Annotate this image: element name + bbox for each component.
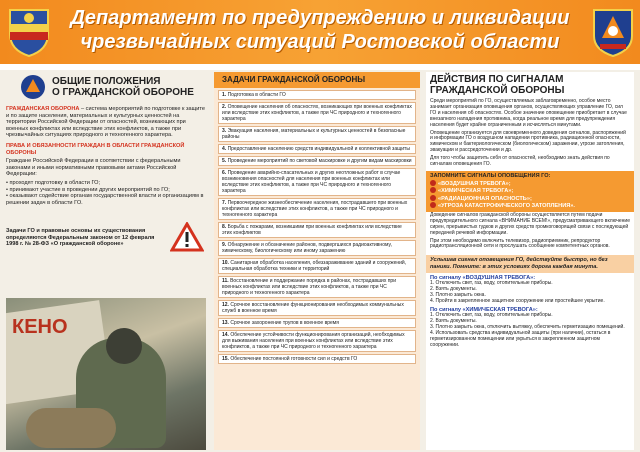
signals-title-line-1: ДЕЙСТВИЯ ПО СИГНАЛАМ	[430, 74, 564, 85]
task-item	[218, 102, 416, 124]
rights-title: ПРАВА И ОБЯЗАННОСТИ ГРАЖДАН В ОБЛАСТИ ГРАЖДАНСКОЙ ОБОРОНЫ	[6, 142, 185, 156]
task-number: 2.	[222, 104, 227, 110]
remember-signals-title: ЗАПОМНИТЕ СИГНАЛЫ ОПОВЕЩЕНИЯ ГО:	[430, 172, 551, 179]
chemical-alarm-step: 3. Плотно закрыть окна, отключить вытяжку, обеспечить герметизацию помещений.	[430, 324, 625, 331]
air-raid-block	[426, 275, 634, 305]
tasks-title: ЗАДАЧИ ГРАЖДАНСКОЙ ОБОРОНЫ	[214, 72, 420, 88]
task-item	[218, 198, 416, 220]
casualty-figure	[26, 408, 116, 448]
task-number: 13.	[222, 320, 229, 326]
task-number: 1.	[222, 92, 227, 98]
task-item	[218, 240, 416, 256]
alarm-signal-item	[430, 202, 630, 210]
civil-defense-logo-icon	[20, 74, 46, 100]
photo-sign-text: КЕНО	[12, 316, 68, 338]
radiation-icon	[430, 195, 436, 201]
task-text: Обеспечение постоянной готовности сил и средств ГО	[230, 356, 358, 362]
task-list	[214, 90, 420, 364]
siren-icon	[430, 180, 436, 186]
task-item	[218, 222, 416, 238]
task-text: Первоочередное жизнеобеспечение населения, пострадавшего при военных конфликтах или вследствие этих конфликтов, а также при ЧС природного и техногенного характера	[222, 200, 408, 218]
rights-item: • принимают участие в проведении других мероприятий по ГО;	[6, 186, 170, 193]
task-number: 5.	[222, 158, 227, 164]
signals-intro-p1: Среди мероприятий по ГО, осуществляемых заблаговременно, особое место занимает организация оповещения органов, осуществляющих управление ГО, сил ГО и населения об опасностях. Особое значение оповещение приобретает в случае внезапного нападения противника, когда реальное время для предупреждения населения будет крайне ограниченным и исчисляться минутами.	[430, 98, 627, 128]
task-text: Восстановление и поддержание порядка в районах, пострадавших при военных конфликтах или вследствие этих конфликтов, а также при ЧС природного и техногенного характера	[222, 278, 396, 296]
air-raid-step: 1. Отключить свет, газ, воду, отопительные приборы.	[430, 280, 553, 287]
flood-icon	[430, 202, 436, 208]
task-item	[218, 354, 416, 364]
title-line-1: Департамент по предупреждению и ликвидации	[70, 7, 570, 29]
alarm-signal-item	[430, 180, 630, 188]
general-section-title	[52, 76, 194, 98]
task-number: 6.	[222, 170, 227, 176]
task-text: Предоставление населению средств индивидуальной и коллективной защиты	[227, 146, 410, 152]
hazmat-rescue-photo	[6, 298, 206, 450]
task-number: 3.	[222, 128, 227, 134]
signals-title-line-2: ГРАЖДАНСКОЙ ОБОРОНЫ	[430, 85, 565, 96]
task-number: 7.	[222, 200, 227, 206]
task-number: 8.	[222, 224, 227, 230]
law-reference: Задачи ГО и правовые основы их существования определяются Федеральным законом от 12 февраля 1998 г. № 28-ФЗ «О гражданской обороне»	[6, 228, 155, 248]
alarm-signal-item	[430, 195, 630, 203]
task-number: 10.	[222, 260, 229, 266]
rights-intro: Граждане Российской Федерации в соответствии с федеральными законами и иными нормативными правовыми актами Российской Федерации:	[6, 158, 181, 178]
definition-text: – система мероприятий по подготовке к защите и по защите населения, материальных и культурных ценностей на территории Российской Федерации от опасностей, возникающих при военных конфликтах или вследствие этих конфликтов, а также при чрезвычайных ситуациях природного и техногенного характера.	[6, 106, 206, 139]
general-title-line-1: ОБЩИЕ ПОЛОЖЕНИЯ	[52, 76, 161, 87]
task-text: Эвакуация населения, материальных и культурных ценностей в безопасные районы	[222, 128, 406, 140]
task-item	[218, 144, 416, 154]
task-text: Оповещение населения об опасностях, возникающих при военных конфликтах или вследствие этих конфликтов, а также при ЧС природного и техногенного характера	[222, 104, 412, 122]
task-item	[218, 318, 416, 328]
air-raid-title: По сигналу «ВОЗДУШНАЯ ТРЕВОГА»:	[430, 274, 536, 281]
task-item	[218, 300, 416, 316]
signals-section-title	[426, 72, 634, 98]
alarm-signal-item	[430, 187, 630, 195]
task-item	[218, 168, 416, 196]
chemical-alarm-step: 4. Использовать средства индивидуальной защиты (при наличии), остаться в герметизированном помещении или укрыться в закрепленном защитном сооружении.	[430, 330, 611, 348]
rostov-coat-of-arms-icon	[6, 6, 52, 58]
air-raid-step: 3. Плотно закрыть окна.	[430, 291, 486, 298]
task-text: Подготовка в области ГО	[227, 92, 286, 98]
general-title-line-2: О ГРАЖДАНСКОЙ ОБОРОНЕ	[52, 87, 194, 98]
air-raid-step: 4. Пройти в закрепленное защитное сооружение или простейшее укрытие.	[430, 297, 605, 304]
warning-triangle-icon	[170, 222, 204, 252]
gas-mask	[106, 328, 142, 364]
task-number: 12.	[222, 302, 229, 308]
task-item	[218, 276, 416, 298]
task-item	[218, 330, 416, 352]
task-item	[218, 126, 416, 142]
task-number: 14.	[222, 332, 229, 338]
title-line-2: чрезвычайных ситуаций Ростовской области	[80, 31, 560, 53]
rights-item: • оказывают содействие органам государственной власти и организациям в решении задач в области ГО.	[6, 193, 204, 206]
signals-intro-p3: Для того чтобы защитить себя от опасностей, необходимо знать действия по сигналам оповещения ГО.	[430, 155, 610, 168]
task-text: Санитарная обработка населения, обеззараживание зданий и сооружений, специальная обработка техники и территорий	[222, 260, 407, 272]
attention-text-2: При этом необходимо включить телевизор, радиоприемник, репродуктор радиотрансляционной сети и прослушать сообщение компетентных органов.	[430, 237, 610, 250]
general-text-block	[6, 106, 206, 206]
task-number: 9.	[222, 242, 227, 248]
task-text: Обнаружение и обозначение районов, подвергшихся радиоактивному, химическому, биологическому или иному заражению	[222, 242, 392, 254]
chemical-alarm-step: 1. Отключить свет, газ, воду, отопительные приборы.	[430, 312, 553, 319]
page-title	[70, 6, 570, 54]
task-text: Проведение мероприятий по световой маскировке и другим видам маскировки	[227, 158, 412, 164]
task-item	[218, 156, 416, 166]
alarm-signal-label: «ВОЗДУШНАЯ ТРЕВОГА»;	[438, 180, 511, 187]
task-text: Борьба с пожарами, возникшими при военных конфликтах или вследствие этих конфликтов	[222, 224, 402, 236]
chemical-alarm-step: 2. Взять документы.	[430, 318, 477, 325]
task-text: Обеспечение устойчивости функционирования организаций, необходимых для выживания населения при военных конфликтах или вследствие этих конфликтов, а также при ЧС природного и техногенного характера	[222, 332, 405, 350]
signals-intro	[426, 98, 634, 171]
chemical-alarm-title: По сигналу «ХИМИЧЕСКАЯ ТРЕВОГА»:	[430, 306, 538, 313]
warning-strip: Услышав сигнал оповещения ГО, действуйте быстро, но без паники. Помните: в этих условиях дорога каждая минута.	[426, 255, 634, 272]
chemical-alarm-block	[426, 305, 634, 349]
task-item	[218, 258, 416, 274]
task-number: 4.	[222, 146, 227, 152]
chemical-icon	[430, 187, 436, 193]
task-text: Срочное захоронение трупов в военное время	[230, 320, 339, 326]
task-number: 11.	[222, 278, 229, 284]
definition-paragraph	[6, 106, 206, 139]
general-provisions-column	[6, 72, 206, 450]
civil-defense-tasks-column	[214, 72, 420, 450]
signals-intro-p2: Оповещение организуется для своевременного доведения сигналов, распоряжений и информации ГО о воздушном нападении противника, радиационной опасности, химическом и бактериологическом (биологическом) заражении, угрозе затопления, эвакуации и рассредоточении и др.	[430, 129, 626, 154]
task-text: Срочное восстановление функционирования необходимых коммунальных служб в военное время	[222, 302, 404, 314]
header-divider	[0, 64, 640, 70]
alarm-signal-label: «УГРОЗА КАТАСТРОФИЧЕСКОГО ЗАТОПЛЕНИЯ».	[438, 203, 575, 210]
definition-term: ГРАЖДАНСКАЯ ОБОРОНА	[6, 106, 80, 112]
task-text: Проведение аварийно-спасательных и других неотложных работ в случае возникновения опасностей для населения при военных конфликтах или вследствие этих конфликтов, а также при ЧС природного и техногенного характера	[222, 170, 401, 194]
air-raid-step: 2. Взять документы.	[430, 286, 477, 293]
rights-item: • проходят подготовку в области ГО;	[6, 179, 101, 186]
alarm-signals-box	[426, 171, 634, 212]
alarm-signal-label: «РАДИАЦИОННАЯ ОПАСНОСТЬ»;	[438, 195, 532, 202]
alarm-signal-label: «ХИМИЧЕСКАЯ ТРЕВОГА»;	[438, 188, 514, 195]
task-item	[218, 90, 416, 100]
attention-block	[426, 212, 634, 253]
signal-actions-column	[426, 72, 634, 450]
header-banner	[0, 0, 640, 64]
task-number: 15.	[222, 356, 229, 362]
attention-text: Доведение сигналов гражданской обороны осуществляется путем подачи предупредительного сигнала «ВНИМАНИЕ ВСЕМ!», предусматривающего включение сирен, прерывистых гудков и других средств громкоговорящей связи с последующей передачей речевой информации.	[430, 211, 630, 236]
mchs-emblem-icon	[590, 6, 636, 58]
